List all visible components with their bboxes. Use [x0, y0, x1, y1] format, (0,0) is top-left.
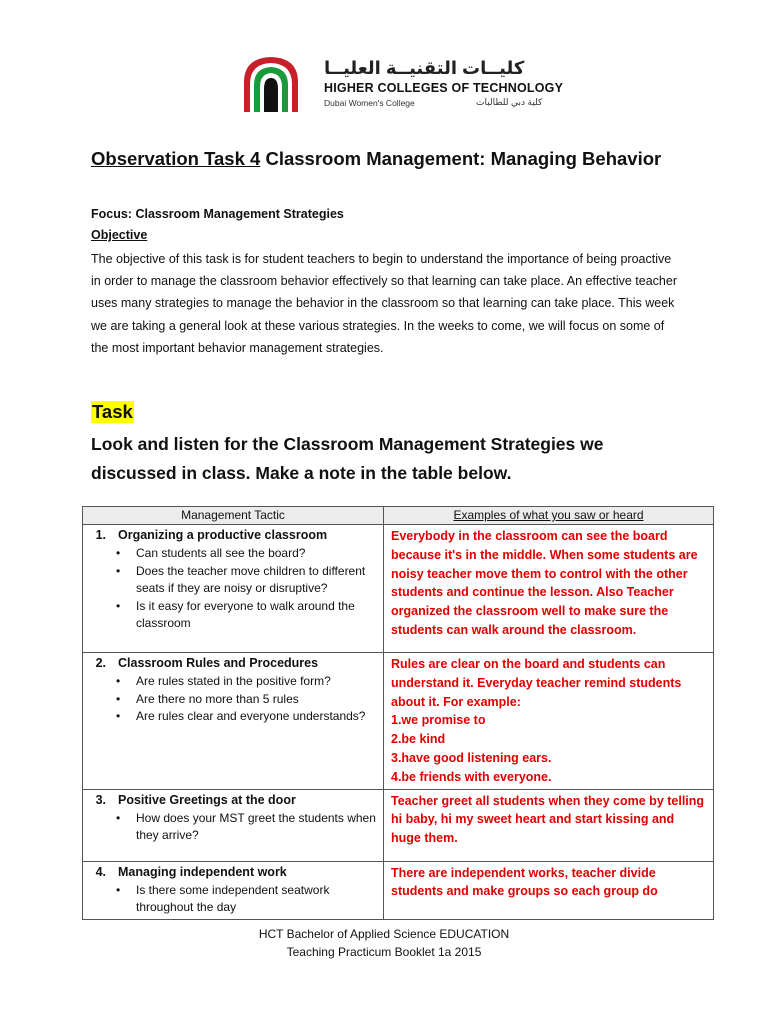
tactic-question-list: [91, 882, 379, 917]
table-row: [83, 525, 714, 653]
example-rule-4: 4.be friends with everyone.: [391, 769, 552, 784]
logo-college-text: Dubai Women's College: [324, 98, 415, 108]
example-text: Rules are clear on the board and students can understand it. Everyday teacher remind students about it. For example:: [391, 657, 682, 709]
tactic-question-list: [91, 673, 379, 726]
tactic-title: Organizing a productive classroom: [118, 528, 328, 542]
example-cell: Teacher greet all students when they come by telling hi baby, hi my sweet heart and start kissing and huge them.: [384, 789, 714, 861]
list-item: • Are rules stated in the positive form?: [91, 673, 379, 691]
logo-college-arabic-text: كلية دبي للطالبات: [476, 97, 543, 107]
example-cell: There are independent works, teacher divide students and make groups so each group do: [384, 861, 714, 919]
page-footer: [0, 925, 768, 961]
focus-line: Focus: Classroom Management Strategies: [91, 207, 344, 221]
table-row: [83, 789, 714, 861]
tactic-cell: [83, 861, 384, 919]
tactic-heading: [91, 864, 379, 881]
list-item: • How does your MST greet the students when they arrive?: [91, 810, 379, 845]
example-rule-3: 3.have good listening ears.: [391, 750, 552, 765]
title-subject: Classroom Management: Managing Behavior: [260, 148, 662, 169]
example-rule-2: 2.be kind: [391, 732, 446, 747]
hct-logo: [238, 54, 564, 112]
table-row: [83, 861, 714, 919]
tactic-title: Managing independent work: [118, 864, 287, 879]
list-item: • Is it easy for everyone to walk around the classroom: [91, 598, 379, 633]
tactic-cell: [83, 789, 384, 861]
example-cell: [384, 653, 714, 790]
tactic-question-list: [91, 545, 379, 633]
tactic-cell: [83, 653, 384, 790]
objective-paragraph: The objective of this task is for student teachers to begin to understand the importance of being proactive in order to manage the classroom behavior effectively so that learning can take place. An effective teacher uses many strategies to manage the behavior in the classroom so that learning can take place. This week we are taking a general look at these various strategies. In the weeks to come, we will focus on some of the most important behavior management strategies.: [91, 252, 677, 355]
tactic-heading: [91, 527, 379, 544]
table-header-row: [83, 507, 714, 525]
column-header-examples: Examples of what you saw or heard: [384, 507, 714, 525]
page-title: [91, 148, 661, 170]
example-rule-1: 1.we promise to: [391, 713, 486, 728]
hct-emblem-icon: [238, 54, 304, 112]
logo-arabic-text: كليــات التقنيــة العليــا: [324, 58, 525, 78]
list-item: • Is there some independent seatwork throughout the day: [91, 882, 379, 917]
list-item: • Are rules clear and everyone understands?: [91, 708, 379, 726]
tactic-title: Positive Greetings at the door: [118, 792, 296, 807]
management-tactics-table: [82, 506, 714, 920]
tactic-number: 3.: [95, 792, 106, 807]
logo-english-text: HIGHER COLLEGES OF TECHNOLOGY: [324, 81, 564, 95]
footer-booklet: Teaching Practicum Booklet 1a 2015: [286, 945, 482, 959]
footer-program: HCT Bachelor of Applied Science EDUCATION: [258, 927, 510, 941]
task-heading: Task: [92, 401, 133, 422]
list-item: • Are there no more than 5 rules: [91, 691, 379, 709]
objective-heading: Objective: [91, 228, 148, 242]
tactic-number: 2.: [95, 656, 106, 670]
tactic-title: Classroom Rules and Procedures: [118, 656, 319, 670]
example-cell: Everybody in the classroom can see the board because it's in the middle. When some students are noisy teacher move them to control with the other students and continue the lesson. Also Teacher organized the classroom well to make sure the students can walk around the classroom.: [384, 525, 714, 653]
table-row: [83, 653, 714, 790]
tactic-question-list: [91, 810, 379, 845]
tactic-number: 1.: [95, 528, 106, 542]
list-item: • Does the teacher move children to different seats if they are noisy or disruptive?: [91, 563, 379, 598]
title-task-number: Observation Task 4: [91, 148, 261, 169]
list-item: • Can students all see the board?: [91, 545, 379, 563]
tactic-number: 4.: [95, 864, 106, 879]
tactic-heading: [91, 655, 379, 672]
task-instructions: Look and listen for the Classroom Management Strategies we discussed in class. Make a note in the table below.: [91, 434, 604, 483]
column-header-tactic: Management Tactic: [83, 507, 384, 525]
tactic-heading: [91, 792, 379, 809]
tactic-cell: [83, 525, 384, 653]
